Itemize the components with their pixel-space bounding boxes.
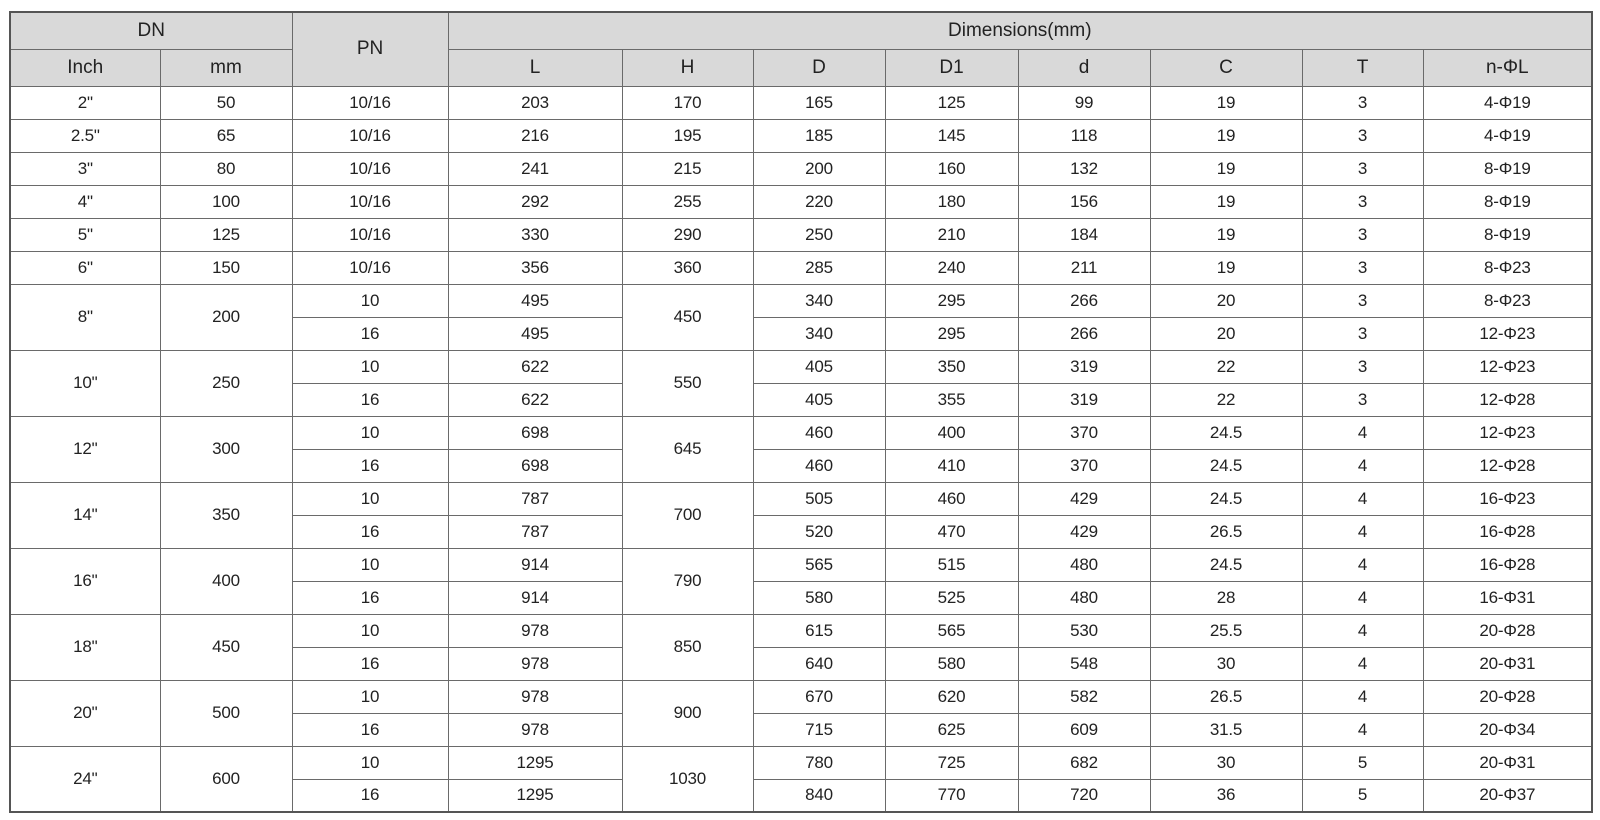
t-cell: 4 — [1302, 713, 1423, 746]
mm-cell: 50 — [160, 86, 292, 119]
col-header-t: T — [1302, 49, 1423, 86]
d-cell: 460 — [753, 416, 885, 449]
t-cell: 4 — [1302, 614, 1423, 647]
c-cell: 19 — [1150, 152, 1302, 185]
small-d-cell: 370 — [1018, 416, 1150, 449]
bolt-holes-cell: 8-Φ19 — [1423, 152, 1592, 185]
t-cell: 4 — [1302, 647, 1423, 680]
table-row — [10, 680, 1592, 713]
c-cell: 26.5 — [1150, 515, 1302, 548]
l-cell: 622 — [448, 350, 622, 383]
c-cell: 28 — [1150, 581, 1302, 614]
t-cell: 4 — [1302, 416, 1423, 449]
l-cell: 241 — [448, 152, 622, 185]
small-d-cell: 429 — [1018, 482, 1150, 515]
t-cell: 5 — [1302, 746, 1423, 779]
t-cell: 3 — [1302, 86, 1423, 119]
d-cell: 405 — [753, 350, 885, 383]
l-cell: 203 — [448, 86, 622, 119]
bolt-holes-cell: 20-Φ34 — [1423, 713, 1592, 746]
d-cell: 460 — [753, 449, 885, 482]
pn-cell: 10 — [292, 548, 448, 581]
inch-cell: 16" — [10, 548, 160, 614]
col-header-bolt-holes: n-ΦL — [1423, 49, 1592, 86]
l-cell: 978 — [448, 614, 622, 647]
pn-cell: 16 — [292, 515, 448, 548]
l-cell: 787 — [448, 515, 622, 548]
d1-cell: 240 — [885, 251, 1018, 284]
pn-cell: 16 — [292, 317, 448, 350]
bolt-holes-cell: 20-Φ28 — [1423, 614, 1592, 647]
d-cell: 580 — [753, 581, 885, 614]
c-cell: 36 — [1150, 779, 1302, 812]
t-cell: 3 — [1302, 119, 1423, 152]
l-cell: 292 — [448, 185, 622, 218]
d-cell: 505 — [753, 482, 885, 515]
d-cell: 640 — [753, 647, 885, 680]
c-cell: 30 — [1150, 746, 1302, 779]
bolt-holes-cell: 8-Φ23 — [1423, 284, 1592, 317]
mm-cell: 500 — [160, 680, 292, 746]
d-cell: 565 — [753, 548, 885, 581]
mm-cell: 200 — [160, 284, 292, 350]
small-d-cell: 99 — [1018, 86, 1150, 119]
table-header — [10, 12, 1592, 86]
d1-cell: 410 — [885, 449, 1018, 482]
t-cell: 4 — [1302, 548, 1423, 581]
d1-cell: 515 — [885, 548, 1018, 581]
inch-cell: 4" — [10, 185, 160, 218]
table-row — [10, 482, 1592, 515]
header-row-top — [10, 12, 1592, 49]
inch-cell: 6" — [10, 251, 160, 284]
inch-cell: 3" — [10, 152, 160, 185]
table-row — [10, 218, 1592, 251]
l-cell: 914 — [448, 548, 622, 581]
l-cell: 330 — [448, 218, 622, 251]
small-d-cell: 156 — [1018, 185, 1150, 218]
mm-cell: 125 — [160, 218, 292, 251]
d1-cell: 400 — [885, 416, 1018, 449]
t-cell: 3 — [1302, 251, 1423, 284]
pn-cell: 10 — [292, 680, 448, 713]
d1-cell: 210 — [885, 218, 1018, 251]
bolt-holes-cell: 4-Φ19 — [1423, 86, 1592, 119]
small-d-cell: 266 — [1018, 284, 1150, 317]
d-cell: 405 — [753, 383, 885, 416]
d1-cell: 350 — [885, 350, 1018, 383]
mm-cell: 80 — [160, 152, 292, 185]
d-cell: 185 — [753, 119, 885, 152]
table-row — [10, 152, 1592, 185]
col-header-d: D — [753, 49, 885, 86]
col-header-l: L — [448, 49, 622, 86]
d1-cell: 620 — [885, 680, 1018, 713]
table-row — [10, 746, 1592, 779]
small-d-cell: 682 — [1018, 746, 1150, 779]
h-cell: 850 — [622, 614, 753, 680]
pn-cell: 10 — [292, 350, 448, 383]
dimensions-table — [9, 11, 1593, 813]
h-cell: 215 — [622, 152, 753, 185]
c-cell: 24.5 — [1150, 482, 1302, 515]
t-cell: 3 — [1302, 284, 1423, 317]
c-cell: 22 — [1150, 350, 1302, 383]
t-cell: 3 — [1302, 383, 1423, 416]
header-row-bottom — [10, 49, 1592, 86]
mm-cell: 65 — [160, 119, 292, 152]
pn-cell: 16 — [292, 581, 448, 614]
table-row — [10, 416, 1592, 449]
pn-cell: 16 — [292, 647, 448, 680]
h-cell: 290 — [622, 218, 753, 251]
table-row — [10, 185, 1592, 218]
mm-cell: 600 — [160, 746, 292, 812]
bolt-holes-cell: 8-Φ19 — [1423, 185, 1592, 218]
t-cell: 4 — [1302, 581, 1423, 614]
bolt-holes-cell: 16-Φ28 — [1423, 515, 1592, 548]
d1-cell: 770 — [885, 779, 1018, 812]
small-d-cell: 530 — [1018, 614, 1150, 647]
h-cell: 195 — [622, 119, 753, 152]
t-cell: 4 — [1302, 515, 1423, 548]
bolt-holes-cell: 20-Φ31 — [1423, 647, 1592, 680]
d1-cell: 725 — [885, 746, 1018, 779]
bolt-holes-cell: 12-Φ23 — [1423, 317, 1592, 350]
l-cell: 622 — [448, 383, 622, 416]
d-cell: 200 — [753, 152, 885, 185]
d1-cell: 160 — [885, 152, 1018, 185]
bolt-holes-cell: 20-Φ31 — [1423, 746, 1592, 779]
c-cell: 20 — [1150, 284, 1302, 317]
d-cell: 250 — [753, 218, 885, 251]
l-cell: 1295 — [448, 746, 622, 779]
col-header-c: C — [1150, 49, 1302, 86]
l-cell: 216 — [448, 119, 622, 152]
pn-cell: 10/16 — [292, 218, 448, 251]
small-d-cell: 480 — [1018, 581, 1150, 614]
t-cell: 4 — [1302, 680, 1423, 713]
t-cell: 3 — [1302, 317, 1423, 350]
d1-cell: 470 — [885, 515, 1018, 548]
l-cell: 495 — [448, 284, 622, 317]
pn-cell: 10/16 — [292, 185, 448, 218]
c-cell: 24.5 — [1150, 548, 1302, 581]
mm-cell: 300 — [160, 416, 292, 482]
d1-cell: 295 — [885, 284, 1018, 317]
t-cell: 4 — [1302, 482, 1423, 515]
inch-cell: 12" — [10, 416, 160, 482]
mm-header: mm — [160, 49, 292, 86]
d-cell: 840 — [753, 779, 885, 812]
pn-cell: 16 — [292, 713, 448, 746]
mm-cell: 450 — [160, 614, 292, 680]
pn-cell: 10 — [292, 482, 448, 515]
table-row — [10, 251, 1592, 284]
inch-cell: 20" — [10, 680, 160, 746]
small-d-cell: 480 — [1018, 548, 1150, 581]
c-cell: 19 — [1150, 185, 1302, 218]
d1-cell: 460 — [885, 482, 1018, 515]
bolt-holes-cell: 12-Φ23 — [1423, 350, 1592, 383]
mm-cell: 150 — [160, 251, 292, 284]
table-row — [10, 119, 1592, 152]
table-body — [10, 86, 1592, 812]
t-cell: 3 — [1302, 152, 1423, 185]
inch-cell: 14" — [10, 482, 160, 548]
d1-cell: 525 — [885, 581, 1018, 614]
pn-cell: 10/16 — [292, 119, 448, 152]
bolt-holes-cell: 12-Φ28 — [1423, 383, 1592, 416]
t-cell: 3 — [1302, 350, 1423, 383]
t-cell: 3 — [1302, 185, 1423, 218]
c-cell: 19 — [1150, 86, 1302, 119]
d1-cell: 355 — [885, 383, 1018, 416]
pn-cell: 10 — [292, 284, 448, 317]
table-row — [10, 548, 1592, 581]
small-d-cell: 184 — [1018, 218, 1150, 251]
table-row — [10, 86, 1592, 119]
pn-cell: 10/16 — [292, 251, 448, 284]
small-d-cell: 118 — [1018, 119, 1150, 152]
c-cell: 24.5 — [1150, 416, 1302, 449]
c-cell: 19 — [1150, 251, 1302, 284]
h-cell: 550 — [622, 350, 753, 416]
d-cell: 715 — [753, 713, 885, 746]
d1-cell: 145 — [885, 119, 1018, 152]
h-cell: 170 — [622, 86, 753, 119]
d-cell: 340 — [753, 317, 885, 350]
d1-cell: 625 — [885, 713, 1018, 746]
pn-cell: 16 — [292, 779, 448, 812]
c-cell: 19 — [1150, 119, 1302, 152]
t-cell: 3 — [1302, 218, 1423, 251]
mm-cell: 400 — [160, 548, 292, 614]
dimensions-header: Dimensions(mm) — [448, 12, 1592, 49]
d-cell: 340 — [753, 284, 885, 317]
h-cell: 645 — [622, 416, 753, 482]
c-cell: 25.5 — [1150, 614, 1302, 647]
d-cell: 520 — [753, 515, 885, 548]
small-d-cell: 370 — [1018, 449, 1150, 482]
l-cell: 787 — [448, 482, 622, 515]
c-cell: 24.5 — [1150, 449, 1302, 482]
col-header-small-d: d — [1018, 49, 1150, 86]
h-cell: 255 — [622, 185, 753, 218]
mm-cell: 100 — [160, 185, 292, 218]
dn-header: DN — [10, 12, 292, 49]
c-cell: 31.5 — [1150, 713, 1302, 746]
inch-cell: 5" — [10, 218, 160, 251]
c-cell: 26.5 — [1150, 680, 1302, 713]
l-cell: 495 — [448, 317, 622, 350]
c-cell: 19 — [1150, 218, 1302, 251]
d1-cell: 180 — [885, 185, 1018, 218]
bolt-holes-cell: 8-Φ23 — [1423, 251, 1592, 284]
bolt-holes-cell: 20-Φ37 — [1423, 779, 1592, 812]
small-d-cell: 319 — [1018, 350, 1150, 383]
l-cell: 698 — [448, 416, 622, 449]
pn-cell: 10/16 — [292, 152, 448, 185]
inch-cell: 18" — [10, 614, 160, 680]
bolt-holes-cell: 12-Φ23 — [1423, 416, 1592, 449]
mm-cell: 350 — [160, 482, 292, 548]
small-d-cell: 319 — [1018, 383, 1150, 416]
d1-cell: 295 — [885, 317, 1018, 350]
small-d-cell: 211 — [1018, 251, 1150, 284]
c-cell: 22 — [1150, 383, 1302, 416]
h-cell: 700 — [622, 482, 753, 548]
mm-cell: 250 — [160, 350, 292, 416]
l-cell: 1295 — [448, 779, 622, 812]
bolt-holes-cell: 16-Φ28 — [1423, 548, 1592, 581]
inch-cell: 24" — [10, 746, 160, 812]
inch-cell: 2.5" — [10, 119, 160, 152]
pn-cell: 16 — [292, 449, 448, 482]
d1-cell: 565 — [885, 614, 1018, 647]
small-d-cell: 582 — [1018, 680, 1150, 713]
t-cell: 4 — [1302, 449, 1423, 482]
d-cell: 670 — [753, 680, 885, 713]
h-cell: 790 — [622, 548, 753, 614]
pn-cell: 10 — [292, 746, 448, 779]
bolt-holes-cell: 16-Φ23 — [1423, 482, 1592, 515]
d-cell: 285 — [753, 251, 885, 284]
l-cell: 978 — [448, 680, 622, 713]
bolt-holes-cell: 20-Φ28 — [1423, 680, 1592, 713]
pn-header: PN — [292, 12, 448, 86]
d-cell: 220 — [753, 185, 885, 218]
inch-cell: 8" — [10, 284, 160, 350]
bolt-holes-cell: 12-Φ28 — [1423, 449, 1592, 482]
l-cell: 356 — [448, 251, 622, 284]
h-cell: 900 — [622, 680, 753, 746]
table-row — [10, 614, 1592, 647]
table-row — [10, 350, 1592, 383]
col-header-h: H — [622, 49, 753, 86]
c-cell: 30 — [1150, 647, 1302, 680]
d1-cell: 125 — [885, 86, 1018, 119]
small-d-cell: 132 — [1018, 152, 1150, 185]
h-cell: 450 — [622, 284, 753, 350]
l-cell: 914 — [448, 581, 622, 614]
pn-cell: 10 — [292, 416, 448, 449]
d-cell: 615 — [753, 614, 885, 647]
table-row — [10, 284, 1592, 317]
d1-cell: 580 — [885, 647, 1018, 680]
bolt-holes-cell: 4-Φ19 — [1423, 119, 1592, 152]
small-d-cell: 266 — [1018, 317, 1150, 350]
h-cell: 360 — [622, 251, 753, 284]
h-cell: 1030 — [622, 746, 753, 812]
l-cell: 978 — [448, 713, 622, 746]
inch-cell: 2" — [10, 86, 160, 119]
small-d-cell: 429 — [1018, 515, 1150, 548]
small-d-cell: 720 — [1018, 779, 1150, 812]
small-d-cell: 609 — [1018, 713, 1150, 746]
inch-header: Inch — [10, 49, 160, 86]
c-cell: 20 — [1150, 317, 1302, 350]
pn-cell: 16 — [292, 383, 448, 416]
pn-cell: 10 — [292, 614, 448, 647]
pn-cell: 10/16 — [292, 86, 448, 119]
bolt-holes-cell: 16-Φ31 — [1423, 581, 1592, 614]
l-cell: 698 — [448, 449, 622, 482]
inch-cell: 10" — [10, 350, 160, 416]
bolt-holes-cell: 8-Φ19 — [1423, 218, 1592, 251]
t-cell: 5 — [1302, 779, 1423, 812]
small-d-cell: 548 — [1018, 647, 1150, 680]
col-header-d1: D1 — [885, 49, 1018, 86]
l-cell: 978 — [448, 647, 622, 680]
d-cell: 780 — [753, 746, 885, 779]
d-cell: 165 — [753, 86, 885, 119]
